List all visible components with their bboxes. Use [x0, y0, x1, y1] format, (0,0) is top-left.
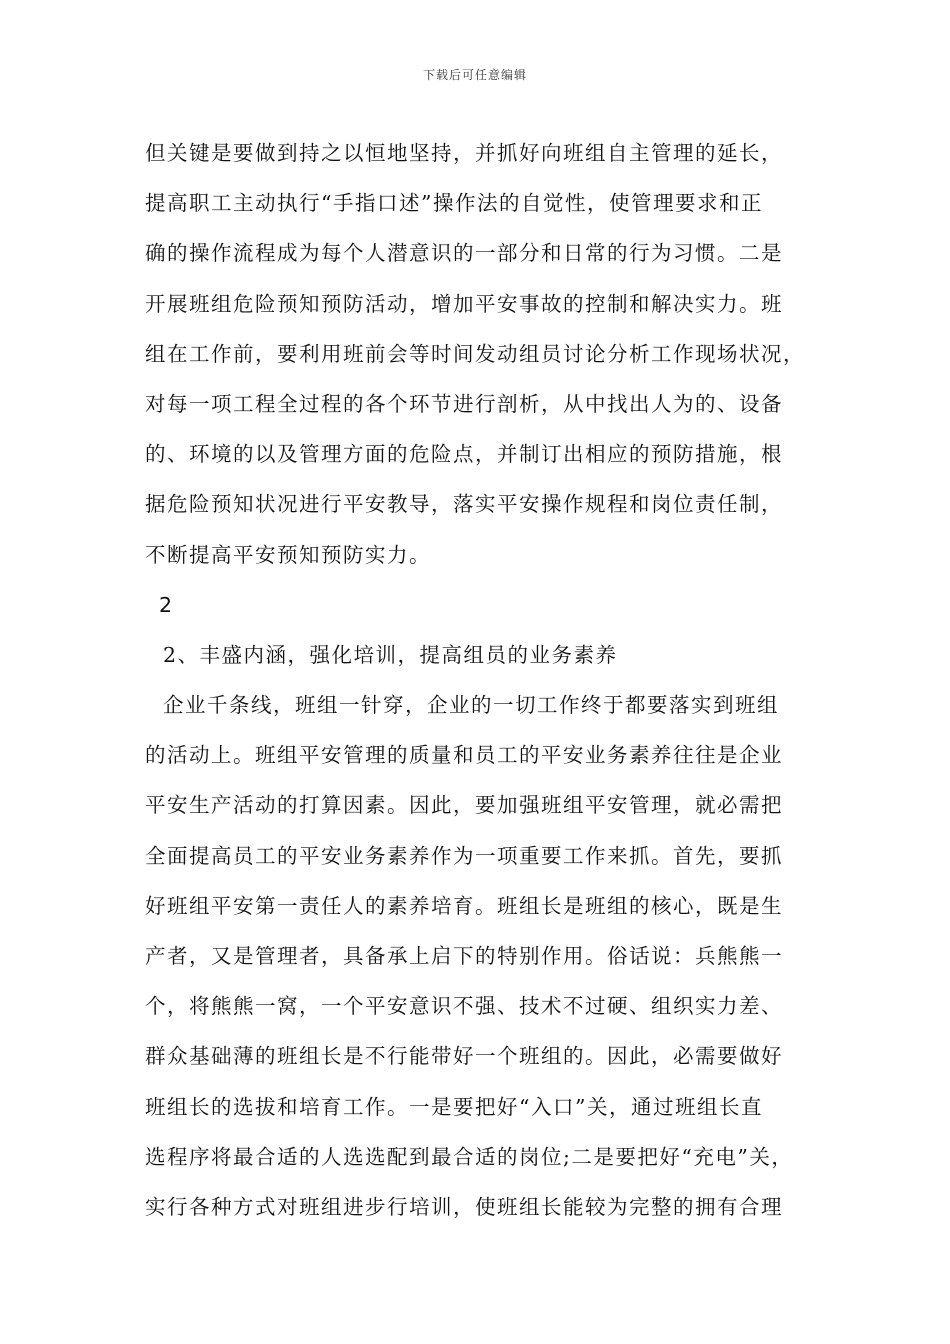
text-line: 组在工作前，要利用班前会等时间发动组员讨论分析工作现场状况， [145, 341, 805, 366]
text-line: 班组长的选拔和培育工作。一是要把好“入口”关，通过班组长直 [145, 1094, 763, 1119]
text-line: 的活动上。班组平安管理的质量和员工的平安业务素养往往是企业 [145, 743, 783, 768]
text-line: 选程序将最合适的人选选配到最合适的岗位;二是要把好“充电”关， [145, 1144, 794, 1169]
text-line: 企业千条线，班组一针穿，企业的一切工作终于都要落实到班组 [163, 693, 779, 718]
text-line: 平安生产活动的打算因素。因此，要加强班组平安管理，就必需把 [145, 793, 783, 818]
document-body [145, 128, 845, 1232]
text-line: 据危险预知状况进行平安教导，落实平安操作规程和岗位责任制， [145, 492, 783, 517]
text-line: 但关键是要做到持之以恒地坚持，并抓好向班组自主管理的延长， [145, 141, 783, 165]
page-number: 2 [159, 592, 174, 617]
text-line: 的、环境的以及管理方面的危险点，并制订出相应的预防措施，根 [145, 442, 783, 467]
text-line: 对每一项工程全过程的各个环节进行剖析，从中找出人为的、设备 [145, 391, 783, 416]
text-line: 产者，又是管理者，具备承上启下的特别作用。俗话说：兵熊熊一 [145, 944, 783, 968]
page-header: 下载后可任意编辑 [422, 68, 527, 82]
text-line: 确的操作流程成为每个人潜意识的一部分和日常的行为习惯。二是 [145, 241, 783, 266]
text-line: 群众基础薄的班组长是不行能带好一个班组的。因此，必需要做好 [145, 1044, 783, 1069]
text-line: 不断提高平安预知预防实力。 [145, 542, 431, 567]
text-line: 全面提高员工的平安业务素养作为一项重要工作来抓。首先，要抓 [145, 843, 783, 868]
text-line: 好班组平安第一责任人的素养培育。班组长是班组的核心，既是生 [145, 893, 783, 918]
text-line: 开展班组危险预知预防活动，增加平安事故的控制和解决实力。班 [145, 291, 783, 316]
text-line: 提高职工主动执行“手指口述”操作法的自觉性，使管理要求和正 [145, 191, 763, 216]
section-heading: 2、丰盛内涵，强化培训，提高组员的业务素养 [163, 642, 618, 667]
text-line: 个，将熊熊一窝，一个平安意识不强、技术不过硬、组织实力差、 [145, 994, 783, 1019]
text-line: 实行各种方式对班组进步行培训，使班组长能较为完整的拥有合理 [145, 1194, 783, 1219]
